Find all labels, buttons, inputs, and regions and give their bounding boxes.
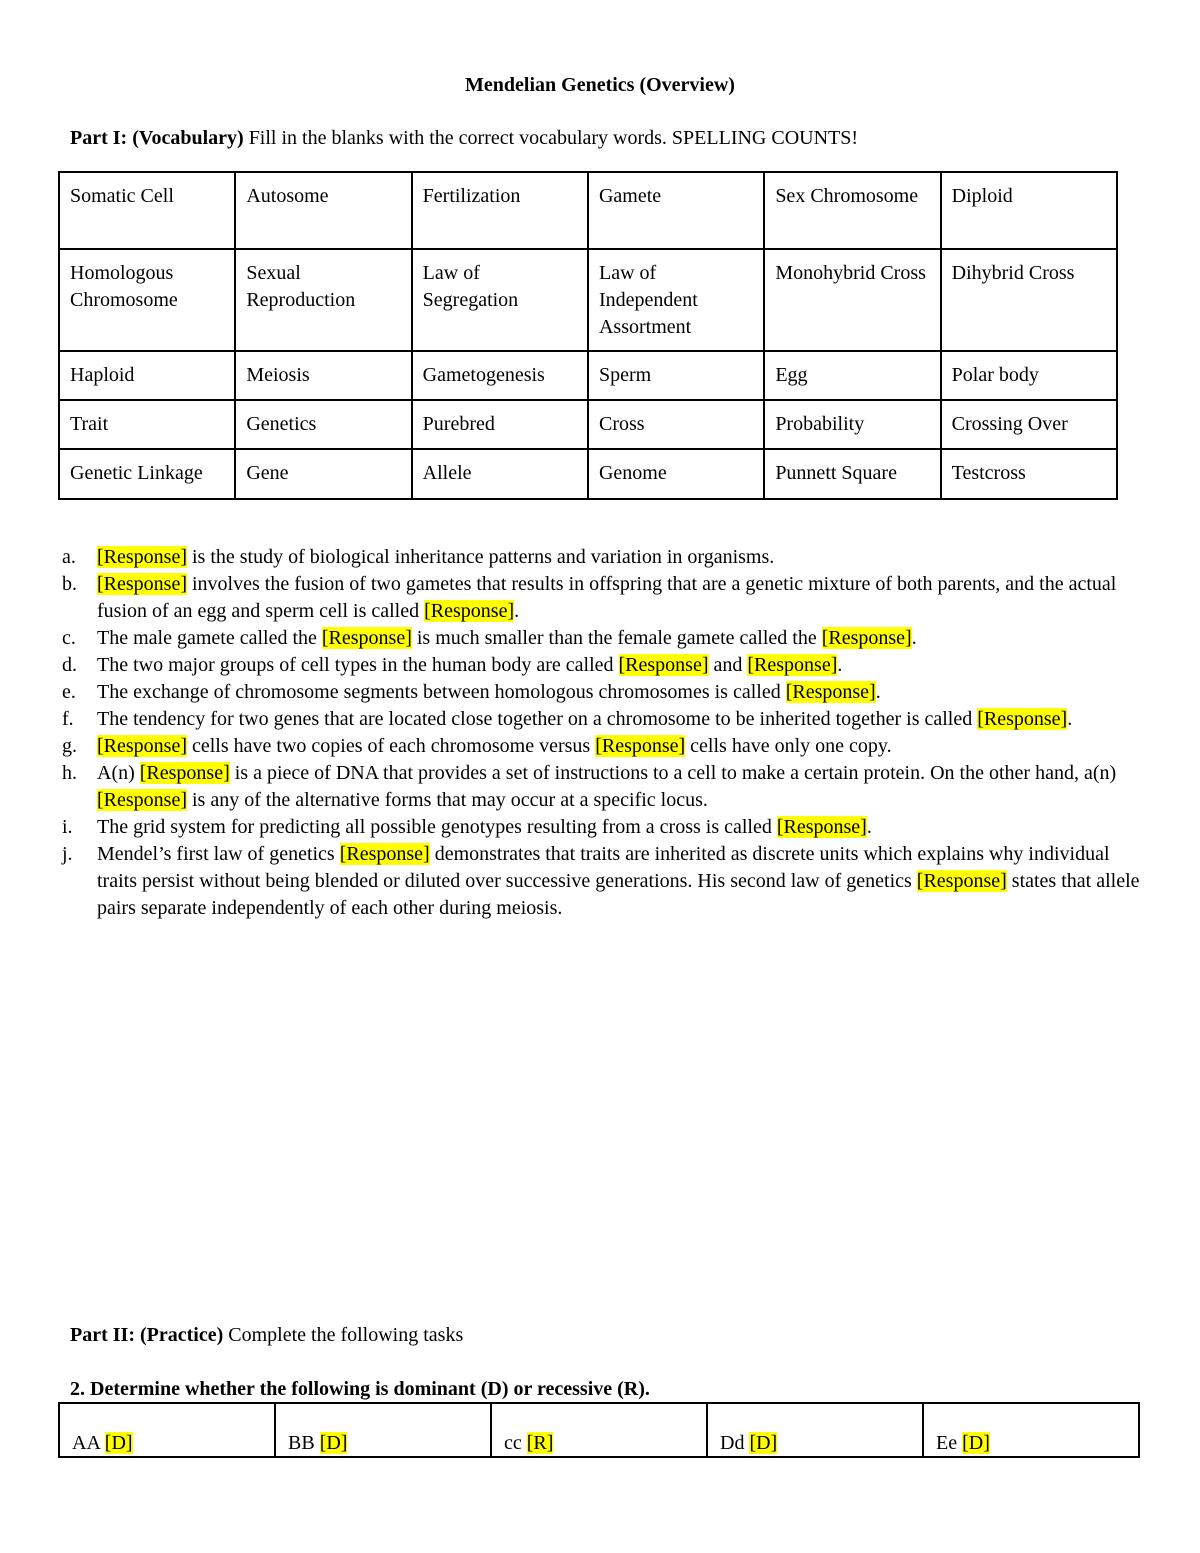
part1-sub: (Vocabulary) <box>132 127 244 149</box>
question-text: . <box>911 627 917 649</box>
question-letter: h. <box>62 762 77 784</box>
response-field[interactable]: [Response] <box>785 681 876 703</box>
question-text: is much smaller than the female gamete called the <box>411 627 822 649</box>
question-text: The tendency for two genes that are located close together on a chromosome to be inherited together is called <box>97 708 978 730</box>
question-text: The two major groups of cell types in the human body are called <box>97 654 619 676</box>
question-text: The grid system for predicting all possible genotypes resulting from a cross is called <box>97 816 777 838</box>
question-text: involves the fusion of two gametes that results in offspring that are a genetic mixture of both parents, and the actual fusion of an egg and sperm cell is called <box>97 573 1117 622</box>
question-f <box>62 706 1142 733</box>
question-i <box>62 814 1142 841</box>
response-field[interactable]: [Response] <box>595 735 686 757</box>
genotype: cc <box>504 1432 522 1454</box>
question-text: The male gamete called the <box>97 627 322 649</box>
question-letter: i. <box>62 816 73 838</box>
vocab-cell: Allele <box>412 449 588 499</box>
vocab-cell: Meiosis <box>235 351 411 400</box>
question-text: demonstrates that traits are inherited as discrete units which explains why individual traits persist without being blended or diluted over successive generations. His second law of genetics <box>97 843 1110 892</box>
vocab-cell: Dihybrid Cross <box>941 249 1117 351</box>
vocab-cell: Law of Independent Assortment <box>588 249 764 351</box>
response-field[interactable]: [Response] <box>424 600 515 622</box>
response-field[interactable]: [Response] <box>977 708 1068 730</box>
page-title: Mendelian Genetics (Overview) <box>465 74 735 96</box>
question-text: . <box>514 600 520 622</box>
vocabulary-table <box>58 171 1118 500</box>
vocab-row <box>59 400 1117 449</box>
question-letter: d. <box>62 654 77 676</box>
part2-instructions: Complete the following tasks <box>228 1324 464 1346</box>
vocab-cell: Genetic Linkage <box>59 449 235 499</box>
vocab-cell: Sperm <box>588 351 764 400</box>
vocab-cell: Egg <box>764 351 940 400</box>
response-field[interactable]: [Response] <box>916 870 1007 892</box>
vocab-cell: Somatic Cell <box>59 172 235 249</box>
answer-field[interactable]: [D] <box>104 1432 133 1454</box>
question-text: The exchange of chromosome segments between homologous chromosomes is called <box>97 681 786 703</box>
vocab-row <box>59 351 1117 400</box>
vocab-cell: Genome <box>588 449 764 499</box>
part1-label: Part I: <box>70 127 128 149</box>
vocab-cell: Crossing Over <box>941 400 1117 449</box>
vocab-cell: Homologous Chromosome <box>59 249 235 351</box>
question-letter: a. <box>62 546 76 568</box>
response-field[interactable]: [Response] <box>747 654 838 676</box>
question-text: cells have only one copy. <box>685 735 892 757</box>
dr-row <box>59 1403 1139 1457</box>
part2-sub: (Practice) <box>139 1324 224 1346</box>
question-letter: g. <box>62 735 77 757</box>
genotype: BB <box>288 1432 315 1454</box>
vocab-row <box>59 449 1117 499</box>
question-text: . <box>875 681 881 703</box>
response-field[interactable]: [Response] <box>97 546 187 568</box>
vocab-cell: Sexual Reproduction <box>235 249 411 351</box>
vocab-cell: Trait <box>59 400 235 449</box>
vocab-cell: Gamete <box>588 172 764 249</box>
vocab-cell: Monohybrid Cross <box>764 249 940 351</box>
vocab-cell: Autosome <box>235 172 411 249</box>
question-letter: e. <box>62 681 76 703</box>
genotype: Ee <box>936 1432 958 1454</box>
question-text: cells have two copies of each chromosome versus <box>186 735 596 757</box>
vocab-cell: Punnett Square <box>764 449 940 499</box>
question-h <box>62 760 1142 814</box>
question-letter: c. <box>62 627 76 649</box>
vocab-cell: Sex Chromosome <box>764 172 940 249</box>
response-field[interactable]: [Response] <box>821 627 912 649</box>
dr-cell <box>707 1403 923 1457</box>
question-text: is a piece of DNA that provides a set of instructions to a cell to make a certain protein. On the other hand, a(n) <box>229 762 1117 784</box>
part1-instructions: Fill in the blanks with the correct vocabulary words. SPELLING COUNTS! <box>248 127 859 149</box>
question-g <box>62 733 1142 760</box>
question-text: Mendel’s first law of genetics <box>97 843 340 865</box>
task2-heading: 2. Determine whether the following is dominant (D) or recessive (R). <box>70 1378 650 1400</box>
response-field[interactable]: [Response] <box>776 816 867 838</box>
vocab-row <box>59 249 1117 351</box>
response-field[interactable]: [Response] <box>321 627 412 649</box>
answer-field[interactable]: [R] <box>526 1432 554 1454</box>
vocab-cell: Polar body <box>941 351 1117 400</box>
genotype: AA <box>72 1432 100 1454</box>
response-field[interactable]: [Response] <box>339 843 430 865</box>
question-text: is the study of biological inheritance patterns and variation in organisms. <box>186 546 775 568</box>
question-text: states that allele pairs separate independently of each other during meiosis. <box>97 870 1140 919</box>
question-text: and <box>708 654 748 676</box>
dominant-recessive-table <box>58 1402 1140 1458</box>
vocab-cell: Gene <box>235 449 411 499</box>
question-letter: b. <box>62 573 77 595</box>
response-field[interactable]: [Response] <box>618 654 709 676</box>
vocab-cell: Probability <box>764 400 940 449</box>
dr-cell <box>59 1403 275 1457</box>
part2-label: Part II: <box>70 1324 135 1346</box>
vocab-cell: Diploid <box>941 172 1117 249</box>
vocab-cell: Testcross <box>941 449 1117 499</box>
question-c <box>62 625 1142 652</box>
vocab-row <box>59 172 1117 249</box>
genotype: Dd <box>720 1432 745 1454</box>
answer-field[interactable]: [D] <box>962 1432 990 1454</box>
dr-cell <box>491 1403 707 1457</box>
dr-cell <box>923 1403 1139 1457</box>
question-b <box>62 571 1142 625</box>
question-d <box>62 652 1142 679</box>
question-e <box>62 679 1142 706</box>
response-field[interactable]: [Response] <box>97 789 187 811</box>
question-j <box>62 841 1142 922</box>
vocab-cell: Genetics <box>235 400 411 449</box>
part1-heading <box>70 127 858 150</box>
question-a <box>62 544 1142 571</box>
question-text: is any of the alternative forms that may occur at a specific locus. <box>186 789 708 811</box>
vocab-cell: Fertilization <box>412 172 588 249</box>
question-text: . <box>1067 708 1073 730</box>
answer-field[interactable]: [D] <box>319 1432 348 1454</box>
response-field[interactable]: [Response] <box>97 735 187 757</box>
answer-field[interactable]: [D] <box>749 1432 778 1454</box>
vocab-cell: Purebred <box>412 400 588 449</box>
question-letter: f. <box>62 708 74 730</box>
dr-cell <box>275 1403 491 1457</box>
question-text: A(n) <box>97 762 140 784</box>
part2-heading <box>70 1324 463 1347</box>
question-letter: j. <box>62 843 73 865</box>
vocab-cell: Cross <box>588 400 764 449</box>
vocab-cell: Haploid <box>59 351 235 400</box>
vocab-cell: Law of Segregation <box>412 249 588 351</box>
question-list <box>62 544 1142 922</box>
response-field[interactable]: [Response] <box>97 573 187 595</box>
vocab-cell: Gametogenesis <box>412 351 588 400</box>
response-field[interactable]: [Response] <box>139 762 230 784</box>
question-text: . <box>866 816 872 838</box>
question-text: . <box>837 654 843 676</box>
